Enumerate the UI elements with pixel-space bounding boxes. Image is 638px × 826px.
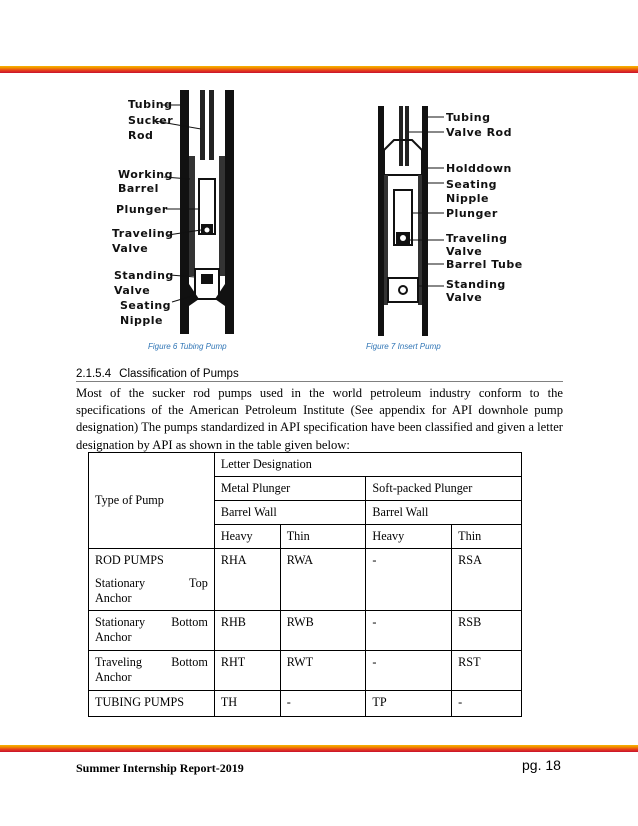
footer-color-band	[0, 745, 638, 752]
section-title: Classification of Pumps	[119, 368, 239, 380]
label-plunger: Plunger	[116, 203, 168, 216]
table-cell: RHB	[214, 611, 280, 651]
pump-type-cell: TUBING PUMPS	[89, 691, 215, 717]
table-row	[89, 651, 522, 691]
figure-7-caption: Figure 7 Insert Pump	[366, 342, 441, 351]
label-nipple: Nipple	[120, 314, 163, 327]
table-cell: -	[452, 691, 522, 717]
soft-packed-plunger-header: Soft-packed Plunger	[366, 477, 522, 501]
pump-type-cell: Stationary Bottom Anchor	[89, 611, 215, 651]
table-cell: RSB	[452, 611, 522, 651]
insert-standing-valve	[388, 278, 418, 302]
pump-type-cell: Traveling Bottom Anchor	[89, 651, 215, 691]
figure-6-caption: Figure 6 Tubing Pump	[148, 342, 227, 351]
insert-label-standing: Standing	[446, 278, 506, 291]
table-row	[89, 691, 522, 717]
pump-type-cell: ROD PUMPS Stationary Top Anchor	[89, 549, 215, 611]
table-cell: -	[280, 691, 366, 717]
sucker-rod	[200, 90, 205, 160]
table-cell: TP	[366, 691, 452, 717]
insert-pump-diagram	[370, 100, 540, 340]
insert-label-seating: Seating	[446, 178, 498, 191]
insert-tubing-wall-left	[378, 106, 384, 336]
label-working: Working	[118, 168, 174, 181]
insert-label-valve-1: Valve	[446, 245, 483, 258]
page-number: pg. 18	[522, 757, 561, 773]
insert-tubing-wall-right	[422, 106, 428, 336]
table-row	[89, 611, 522, 651]
table-cell: RWB	[280, 611, 366, 651]
heavy-header: Heavy	[366, 525, 452, 549]
label-traveling: Traveling	[112, 227, 174, 240]
insert-label-tubing: Tubing	[446, 111, 491, 124]
barrel-wall-header: Barrel Wall	[366, 501, 522, 525]
insert-label-barrel-tube: Barrel Tube	[446, 258, 523, 271]
table-header-row	[89, 453, 522, 477]
tubing-pump-figure	[100, 84, 260, 342]
table-cell: -	[366, 549, 452, 611]
table-cell: RWA	[280, 549, 366, 611]
type-of-pump-header: Type of Pump	[89, 453, 215, 549]
table-cell: RWT	[280, 651, 366, 691]
table-row	[89, 549, 522, 611]
label-valve-2: Valve	[114, 284, 151, 297]
insert-label-plunger: Plunger	[446, 207, 498, 220]
barrel-wall-header: Barrel Wall	[214, 501, 366, 525]
valve-rod	[399, 106, 403, 166]
api-pump-table	[88, 452, 522, 717]
metal-plunger-header: Metal Plunger	[214, 477, 366, 501]
thin-header: Thin	[280, 525, 366, 549]
table-cell: RHT	[214, 651, 280, 691]
label-sucker: Sucker	[128, 114, 174, 127]
thin-header: Thin	[452, 525, 522, 549]
table-cell: -	[366, 651, 452, 691]
label-seating: Seating	[120, 299, 172, 312]
working-barrel	[189, 156, 195, 276]
label-valve-1: Valve	[112, 242, 149, 255]
body-paragraph: Most of the sucker rod pumps used in the world petroleum industry conform to the specifications of the American Petroleum Institute (See appendix for API downhole pump designation) The pumps standardized in API specification have been classified and given a letter designation by API as shown in the table given below:	[76, 386, 563, 452]
insert-label-nipple: Nipple	[446, 192, 489, 205]
insert-pump-figure	[370, 100, 540, 340]
table-cell: RST	[452, 651, 522, 691]
table-cell: RSA	[452, 549, 522, 611]
insert-label-valve-2: Valve	[446, 291, 483, 304]
header-color-band	[0, 66, 638, 73]
insert-label-holddown: Holddown	[446, 162, 512, 175]
footer-report-title: Summer Internship Report-2019	[76, 761, 244, 775]
letter-designation-header: Letter Designation	[214, 453, 521, 477]
table-cell: TH	[214, 691, 280, 717]
label-tubing: Tubing	[128, 98, 173, 111]
label-barrel: Barrel	[118, 182, 159, 195]
heavy-header: Heavy	[214, 525, 280, 549]
table-cell: RHA	[214, 549, 280, 611]
tubing-wall-right	[225, 90, 234, 334]
section-heading	[76, 368, 563, 382]
insert-label-traveling: Traveling	[446, 232, 508, 245]
insert-label-valve-rod: Valve Rod	[446, 126, 512, 139]
tubing-pump-diagram	[100, 84, 260, 342]
table-cell: -	[366, 611, 452, 651]
section-number: 2.1.5.4	[76, 368, 112, 380]
label-rod: Rod	[128, 129, 154, 142]
label-standing: Standing	[114, 269, 174, 282]
